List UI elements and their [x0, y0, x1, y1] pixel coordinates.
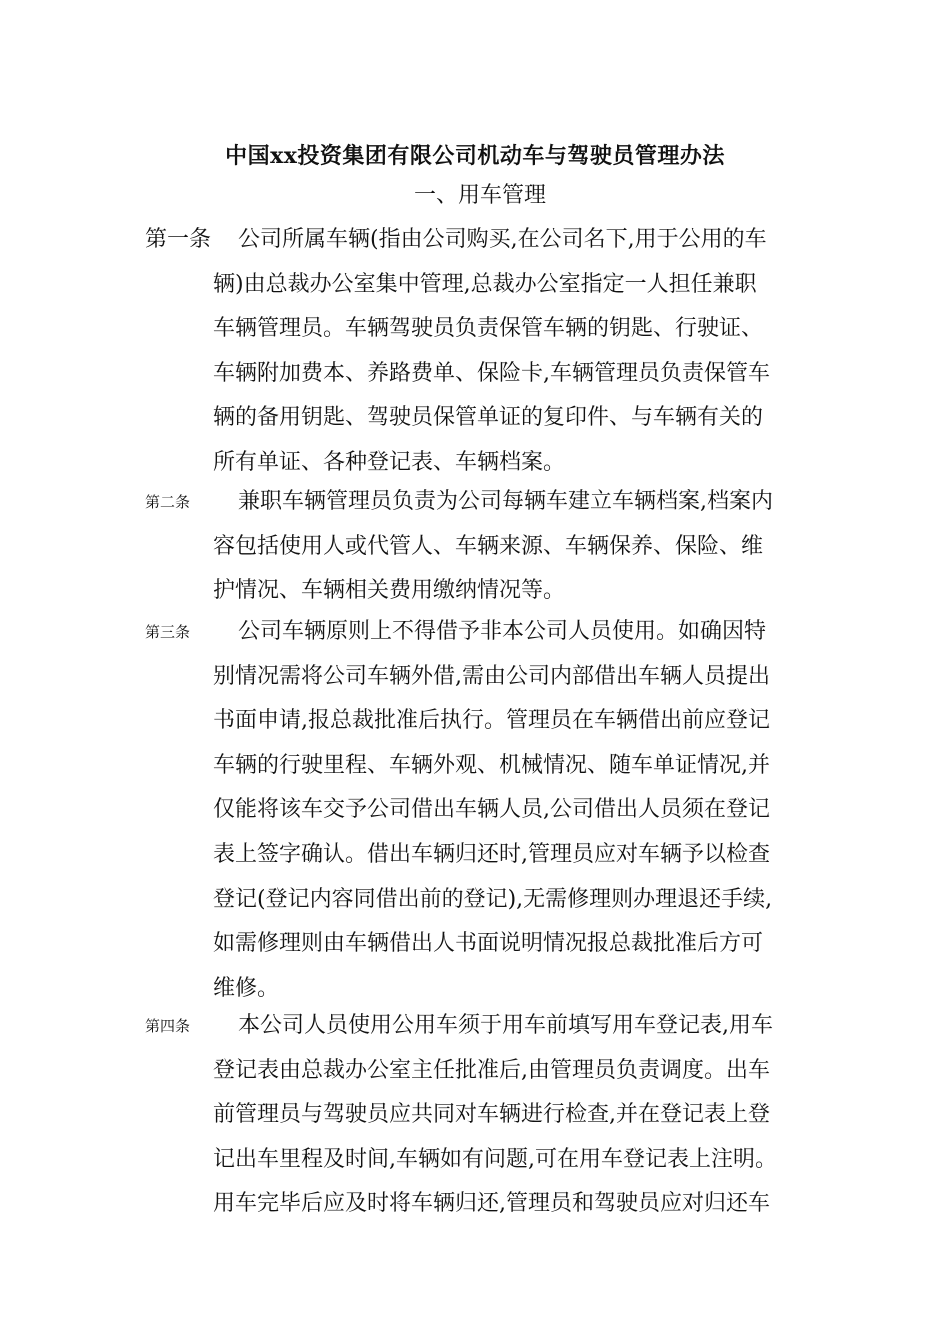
article-line: 前管理员与驾驶员应共同对车辆进行检查,并在登记表上登	[213, 1102, 770, 1128]
article-line: 记出车里程及时间,车辆如有问题,可在用车登记表上注明。	[213, 1146, 777, 1172]
article-label: 第一条	[145, 227, 212, 252]
article-line: 公司所属车辆(指由公司购买,在公司名下,用于公用的车	[238, 227, 767, 252]
article-line: 所有单证、各种登记表、车辆档案。	[213, 449, 566, 475]
article-line: 用车完毕后应及时将车辆归还,管理员和驾驶员应对归还车	[213, 1191, 770, 1217]
article-line: 护情况、车辆相关费用缴纳情况等。	[213, 578, 566, 604]
article-line: 表上签字确认。借出车辆归还时,管理员应对车辆予以检查	[213, 841, 770, 867]
article-line: 登记表由总裁办公室主任批准后,由管理员负责调度。出车	[213, 1057, 770, 1083]
section-heading: 一、用车管理	[413, 183, 546, 208]
article-body	[213, 218, 833, 486]
article-line: 维修。	[213, 975, 280, 1001]
article-line: 仅能将该车交予公司借出车辆人员,公司借出人员须在登记	[213, 797, 770, 823]
article-label: 第三条	[145, 623, 191, 641]
article-line: 车辆管理员。车辆驾驶员负责保管车辆的钥匙、行驶证、	[213, 316, 764, 342]
article-line: 本公司人员使用公用车须于用车前填写用车登记表,用车	[238, 1013, 773, 1038]
article-line: 车辆的行驶里程、车辆外观、机械情况、随车单证情况,并	[213, 752, 770, 778]
article-line: 如需修理则由车辆借出人书面说明情况报总裁批准后方可	[213, 931, 764, 957]
article-body	[213, 1004, 833, 1227]
article-body	[213, 610, 833, 1011]
article-line: 登记(登记内容同借出前的登记),无需修理则办理退还手续,	[213, 886, 773, 912]
article-line: 车辆附加费本、养路费单、保险卡,车辆管理员负责保管车	[213, 360, 770, 386]
article-line: 别情况需将公司车辆外借,需由公司内部借出车辆人员提出	[213, 663, 770, 689]
article-line: 辆的备用钥匙、驾驶员保管单证的复印件、与车辆有关的	[213, 405, 764, 431]
article-line: 公司车辆原则上不得借予非本公司人员使用。如确因特	[238, 619, 767, 644]
article-label: 第四条	[145, 1017, 191, 1035]
document-title: 中国xx投资集团有限公司机动车与驾驶员管理办法	[225, 143, 725, 169]
article-line: 容包括使用人或代管人、车辆来源、车辆保养、保险、维	[213, 533, 764, 559]
article-line: 书面申请,报总裁批准后执行。管理员在车辆借出前应登记	[213, 708, 770, 734]
article-body	[213, 480, 833, 614]
article-line: 兼职车辆管理员负责为公司每辆车建立车辆档案,档案内	[238, 489, 773, 514]
article-label: 第二条	[145, 493, 191, 511]
article-line: 辆)由总裁办公室集中管理,总裁办公室指定一人担任兼职	[213, 271, 757, 297]
